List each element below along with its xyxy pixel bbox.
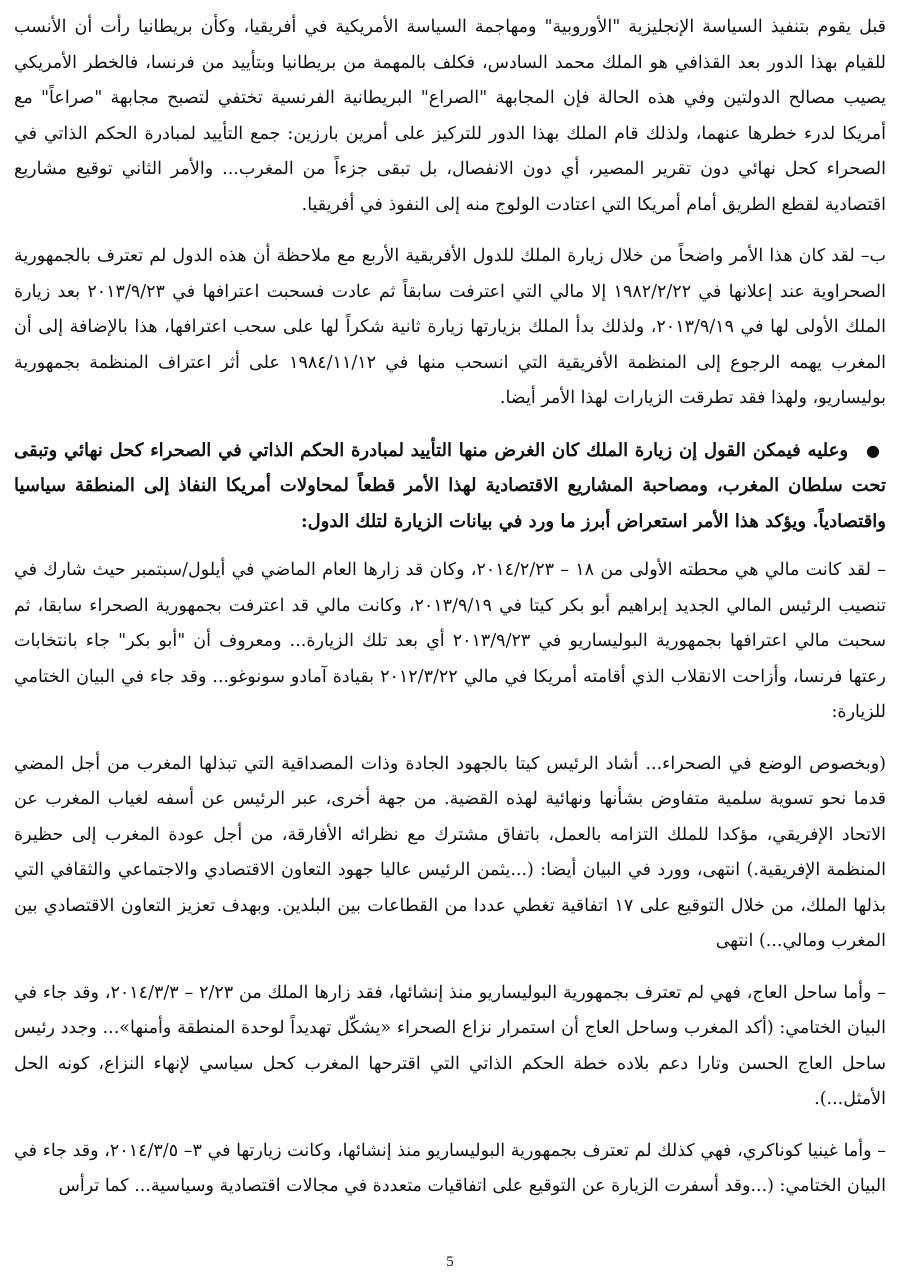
document-page — [14, 10, 886, 1221]
paragraph-mali-statement: (وبخصوص الوضع في الصحراء... أشاد الرئيس كيتا بالجهود الجادة وذات المصداقية التي تبذلها المغرب من أجل المضي قدما نحو تسوية سلمية متفاوض بشأنها ونهائية لهذه القضية. من جهة أخرى، عبر الرئيس عن أسفه لغياب المغرب عن الاتحاد الإفريقي، مؤكدا للملك التزامه بالعمل، باتفاق مشترك مع نظرائه الأفارقة، من أجل عودة المغرب إلى حظيرة المنظمة الإفريقية.) انتهى، وورد في البيان أيضا: (...يثمن الرئيس عاليا جهود التعاون الاقتصادي والاجتماعي والثقافي التي بذلها الملك، من خلال التوقيع على ١٧ اتفاقية تغطي عددا من القطاعات بين البلدين. وبهدف تعزيز التعاون الاقتصادي بين المغرب ومالي...) انتهى — [14, 753, 886, 951]
page-number: 5 — [446, 1254, 454, 1270]
bullet-icon: ● — [866, 440, 880, 460]
paragraph-guinea-visit: – وأما غينيا كوناكري، فهي كذلك لم تعترف بجمهورية البوليساريو منذ إنشائها، وكانت زيارتها في ٣– ٢٠١٤/٣/٥، وقد جاء في البيان الختامي: (...وقد أسفرت الزيارة عن التوقيع على اتفاقيات متعددة في مجالات اقتصادية وسياسية... كما ترأس — [14, 1140, 886, 1196]
paragraph-ivory-coast-visit: – وأما ساحل العاج، فهي لم تعترف بجمهورية البوليساريو منذ إنشائها، فقد زارها الملك من ٢/٢٣ – ٢٠١٤/٣/٣، وقد جاء في البيان الختامي: (أكد المغرب وساحل العاج أن استمرار نزاع الصحراء «يشكّل تهديداً لوحدة المنطقة وأمنها»... وجدد رئيس ساحل العاج الحسن وتارا دعم بلاده خطة الحكم الذاتي التي اقترحها المغرب كحل سياسي لإنهاء النزاع، كونه الحل الأمثل...). — [14, 982, 886, 1109]
paragraph-bullet-summary — [14, 433, 886, 540]
bullet-summary-text: وعليه فيمكن القول إن زيارة الملك كان الغرض منها التأييد لمبادرة الحكم الذاتي في الصحراء كحل نهائي وتبقى تحت سلطان المغرب، ومصاحبة المشاريع الاقتصادية لهذا الأمر قطعاً لمحاولات أمريكا النفاذ إلى المنطقة سياسيا واقتصادياً. ويؤكد هذا الأمر استعراض أبرز ما ورد في بيانات الزيارة لتلك الدول: — [14, 439, 886, 532]
paragraph-context-britain: قبل يقوم بتنفيذ السياسة الإنجليزية "الأوروبية" ومهاجمة السياسة الأمريكية في أفريقيا، وكأن بريطانيا رأت أن الأنسب للقيام بهذا الدور بعد القذافي هو الملك محمد السادس، فكلف بالمهمة من بريطانيا وبتأييد من فرنسا، فالخطر الأمريكي يصيب مصالح الدولتين وفي هذه الحالة فإن المجابهة "الصراع" البريطانية الفرنسية تختفي لتصبح مجابهة "صراعاً" مع أمريكا لدرء خطرها عنهما، ولذلك قام الملك بهذا الدور للتركيز على أمرين بارزين: جمع التأييد لمبادرة الحكم الذاتي في الصحراء كحل نهائي دون تقرير المصير، أي دون الانفصال، بل تبقى جزءاً من المغرب... والأمر الثاني توقيع مشاريع اقتصادية لقطع الطريق أمام أمريكا التي اعتادت الولوج منه إلى النفوذ في أفريقيا. — [14, 17, 886, 215]
paragraph-mali-visit: – لقد كانت مالي هي محطته الأولى من ١٨ – ٢٠١٤/٢/٢٣، وكان قد زارها العام الماضي في أيلول/سبتمبر حيث شارك في تنصيب الرئيس المالي الجديد إبراهيم أبو بكر كيتا في ٢٠١٣/٩/١٩، وكانت مالي قد اعترفت بجمهورية الصحراء سابقا، ثم سحبت مالي اعترافها بجمهورية البوليساريو في ٢٠١٣/٩/٢٣ أي بعد تلك الزيارة... ومعروف أن "أبو بكر" جاء بانتخابات رعتها فرنسا، وأزاحت الانقلاب الذي أقامته أمريكا في مالي ٢٠١٢/٣/٢٢ بقيادة آمادو سونوغو... وقد جاء في البيان الختامي للزيارة: — [14, 560, 886, 722]
paragraph-african-states-recognition: ب– لقد كان هذا الأمر واضحاً من خلال زيارة الملك للدول الأفريقية الأربع مع ملاحظة أن هذه الدول لم تعترف بالجمهورية الصحراوية عند إعلانها في ١٩٨٢/٢/٢٢ إلا مالي التي اعترفت سابقاً ثم عادت فسحبت اعترافها في ٢٠١٣/٩/٢٣ بعد زيارة الملك الأولى لها في ٢٠١٣/٩/١٩، ولذلك بدأ الملك بزيارتها زيارة ثانية شكراً لها على سحب اعترافها، هذا بالإضافة إلى أن المغرب يهمه الرجوع إلى المنظمة الأفريقية التي انسحب منها في ١٩٨٤/١١/١٢ على أثر اعتراف المنظمة بجمهورية بوليساريو، ولهذا فقد تطرقت الزيارات لهذا الأمر أيضا. — [14, 246, 887, 408]
